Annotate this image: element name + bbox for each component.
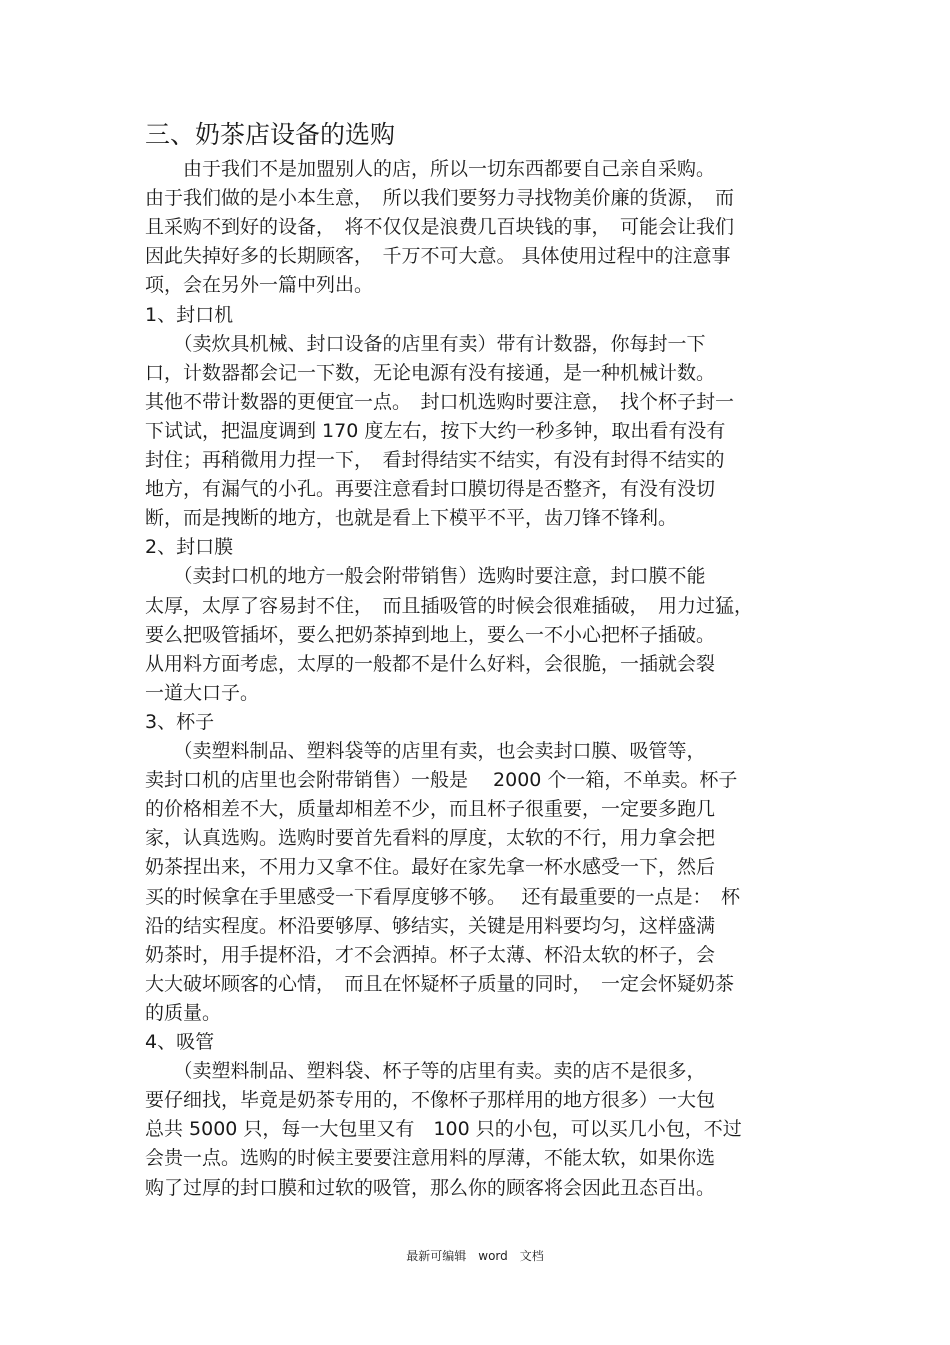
paragraph-line: 总共 5000 只，每一大包里又有 100 只的小包，可以买几小包，不过 [145, 1118, 742, 1140]
paragraph-line: 断，而是拽断的地方，也就是看上下模平不平，齿刀锋不锋利。 [145, 507, 678, 529]
paragraph-line: 由于我们做的是小本生意， 所以我们要努力寻找物美价廉的货源， 而 [145, 187, 735, 209]
paragraph-line: 从用料方面考虑，太厚的一般都不是什么好料，会很脆，一插就会裂 [145, 653, 716, 675]
paragraph-line: 买的时候拿在手里感受一下看厚度够不够。 还有最重要的一点是： 杯 [145, 886, 741, 908]
subsection-heading: 2、封口膜 [145, 536, 234, 558]
paragraph-line: （卖封口机的地方一般会附带销售）选购时要注意，封口膜不能 [145, 565, 706, 587]
paragraph-line: 的价格相差不大，质量却相差不少，而且杯子很重要，一定要多跑几 [145, 798, 716, 820]
paragraph-line: 一道大口子。 [145, 682, 260, 704]
paragraph-line: 其他不带计数器的更便宜一点。 封口机选购时要注意， 找个杯子封一 [145, 391, 735, 413]
paragraph-line: 沿的结实程度。杯沿要够厚、够结实，关键是用料要均匀，这样盛满 [145, 915, 716, 937]
paragraph-line: 奶茶捏出来，不用力又拿不住。最好在家先拿一杯水感受一下，然后 [145, 856, 716, 878]
paragraph-line: 要么把吸管插坏，要么把奶茶掉到地上，要么一不小心把杯子插破。 [145, 624, 716, 646]
paragraph-line: 封住；再稍微用力捏一下， 看封得结实不结实，有没有封得不结实的 [145, 449, 725, 471]
paragraph-line: 卖封口机的店里也会附带销售）一般是 2000 个一箱，不单卖。杯子 [145, 769, 738, 791]
paragraph-line: 要仔细找，毕竟是奶茶专用的，不像杯子那样用的地方很多）一大包 [145, 1089, 716, 1111]
paragraph-line: 因此失掉好多的长期顾客， 千万不可大意。 具体使用过程中的注意事 [145, 245, 731, 267]
paragraph-line: 项，会在另外一篇中列出。 [145, 274, 374, 296]
section-title: 三、奶茶店设备的选购 [145, 120, 396, 149]
subsection-heading: 3、杯子 [145, 711, 215, 733]
page-footer: 最新可编辑 word 文档 [406, 1249, 544, 1263]
paragraph-line: 购了过厚的封口膜和过软的吸管，那么你的顾客将会因此丑态百出。 [145, 1177, 716, 1199]
paragraph-line: 口，计数器都会记一下数，无论电源有没有接通，是一种机械计数。 [145, 362, 716, 384]
paragraph-line: 由于我们不是加盟别人的店，所以一切东西都要自己亲自采购。 [145, 158, 716, 180]
paragraph-line: （卖塑料制品、塑料袋、杯子等的店里有卖。卖的店不是很多， [145, 1060, 706, 1082]
paragraph-line: 地方，有漏气的小孔。再要注意看封口膜切得是否整齐，有没有没切 [145, 478, 716, 500]
paragraph-line: 家，认真选购。选购时要首先看料的厚度，太软的不行，用力拿会把 [145, 827, 716, 849]
paragraph-line: 大大破坏顾客的心情， 而且在怀疑杯子质量的同时， 一定会怀疑奶茶 [145, 973, 735, 995]
paragraph-line: 下试试，把温度调到 170 度左右，按下大约一秒多钟，取出看有没有 [145, 420, 726, 442]
paragraph-line: 奶茶时，用手提杯沿，才不会洒掉。杯子太薄、杯沿太软的杯子，会 [145, 944, 716, 966]
paragraph-line: 太厚，太厚了容易封不住， 而且插吸管的时候会很难插破， 用力过猛， [145, 595, 754, 617]
subsection-heading: 4、吸管 [145, 1031, 215, 1053]
subsection-heading: 1、封口机 [145, 304, 234, 326]
paragraph-line: （卖塑料制品、塑料袋等的店里有卖，也会卖封口膜、吸管等， [145, 740, 706, 762]
paragraph-line: 会贵一点。选购的时候主要要注意用料的厚薄，不能太软，如果你选 [145, 1147, 716, 1169]
paragraph-line: 的质量。 [145, 1002, 222, 1024]
paragraph-line: （卖炊具机械、封口设备的店里有卖）带有计数器，你每封一下 [145, 333, 706, 355]
paragraph-line: 且采购不到好的设备， 将不仅仅是浪费几百块钱的事， 可能会让我们 [145, 216, 735, 238]
